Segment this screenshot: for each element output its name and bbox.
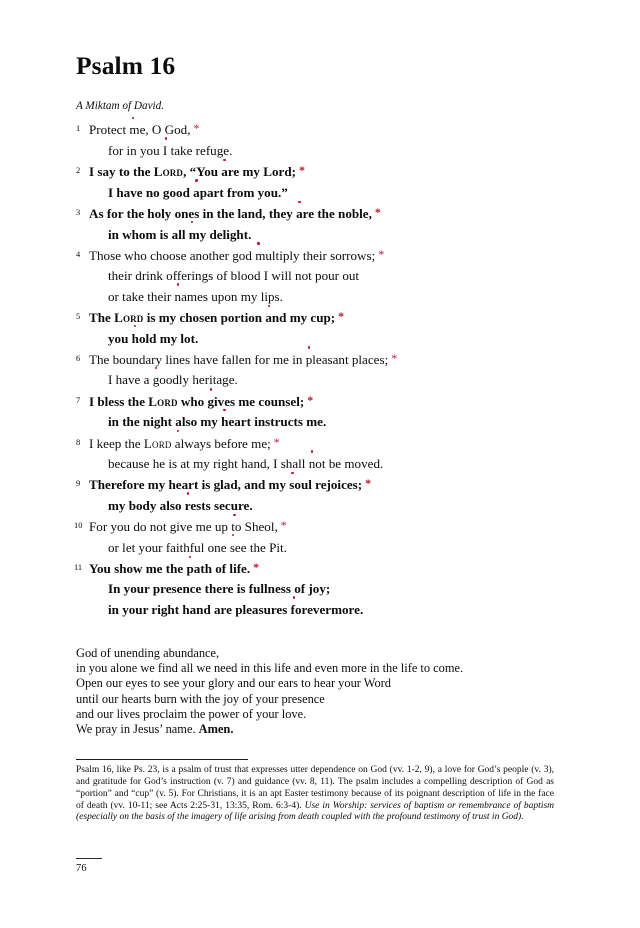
verse-line: 5 The Lord is my chosen portion and my cup; * — [76, 309, 345, 326]
verse-5 — [76, 308, 560, 349]
verse-number: 4 — [76, 249, 81, 259]
pointing-asterisk: * — [378, 246, 385, 261]
pointing-asterisk: * — [374, 205, 381, 220]
folio-rule — [76, 858, 102, 859]
verse-number: 7 — [76, 395, 81, 405]
verse-2 — [76, 162, 560, 203]
verse-line: or let your faithful one see the Pit. — [108, 539, 287, 555]
verse-line: 6 The boundary lines have fallen for me in pleasant places; * — [76, 350, 398, 367]
verse-line: their drink offerings of blood I will not pour out — [108, 268, 360, 284]
verse-line: 8 I keep the Lord always before me; * — [76, 434, 280, 451]
pointing-asterisk: * — [338, 309, 345, 324]
pointing-asterisk: * — [298, 163, 305, 178]
verse-line: 1 Protect me, O God, * — [76, 121, 200, 138]
verse-number: 6 — [76, 353, 81, 363]
pointing-asterisk: * — [253, 560, 260, 575]
verse-9 — [76, 475, 560, 516]
verse-line: because he is at my right hand, I shall not be moved. — [108, 455, 384, 471]
pointing-asterisk: * — [307, 392, 314, 407]
verse-line: I have no good apart from you.” — [108, 184, 288, 200]
verse-4 — [76, 246, 560, 307]
folio-block — [76, 858, 102, 874]
verse-line: you hold my lot. — [108, 330, 199, 346]
footnote-separator-rule — [76, 759, 248, 760]
verse-line: for in you I take refuge. — [108, 142, 233, 158]
prayer-line: Open our eyes to see your glory and our ears to hear your Word — [76, 676, 391, 691]
verse-line: 7 I bless the Lord who gives me counsel; * — [76, 392, 314, 409]
verse-line: 2 I say to the Lord, “You are my Lord; * — [76, 163, 305, 180]
verse-line: 11 You show me the path of life. * — [74, 560, 260, 577]
verse-line: 9 Therefore my heart is glad, and my soul rejoices; * — [76, 476, 372, 493]
verse-line: or take their names upon my lips. — [108, 288, 283, 304]
psalm-verses — [76, 120, 560, 620]
page-content — [76, 52, 560, 824]
verse-10 — [76, 517, 560, 558]
prayer-amen: Amen. — [198, 721, 234, 736]
prayer-line-final — [76, 722, 560, 737]
prayer-line: and our lives proclaim the power of your love. — [76, 706, 307, 721]
pointing-asterisk: * — [273, 434, 280, 449]
footnote-italic-text: Use in Worship: services of baptism or remembrance of baptism (especially on the basis of the imagery of life arising from death coupled with the profound testimony of trust in God). — [76, 800, 554, 823]
pointing-asterisk: * — [391, 350, 398, 365]
footnote-roman-text: Psalm 16, like Ps. 23, is a psalm of trust that expresses utter dependence on God (vv. 1-2, 9), a love for God’s people (v. 3), and gratitude for God’s instruction (v. 7) and guidance (vv. 8, 11). The psalm includes a compelling description of God as “portion” and “cup” (v. 5). For Christians, it is an apt Easter testimony because of its poignant description of life in the face of death (vv. 10-11; see Acts 2:25-31, 13:35, Rom. 6:3-4). — [76, 764, 554, 811]
verse-line: in whom is all my delight. — [108, 226, 252, 242]
verse-number: 11 — [74, 563, 83, 573]
verse-8 — [76, 434, 560, 475]
verse-line: I have a goodly heritage. — [108, 372, 238, 388]
prayer-block — [76, 646, 560, 737]
verse-number: 8 — [76, 437, 81, 447]
verse-number: 9 — [76, 479, 81, 489]
prayer-line: until our hearts burn with the joy of your presence — [76, 691, 325, 706]
verse-line: in your right hand are pleasures forevermore. — [108, 601, 364, 617]
psalm-superscription: A Miktam of David. — [76, 100, 165, 113]
verse-number: 3 — [76, 208, 81, 218]
prayer-closing-text: We pray in Jesus’ name. — [76, 721, 196, 736]
verse-number: 1 — [76, 124, 81, 134]
footnote-block — [76, 759, 560, 825]
verse-number: 10 — [74, 521, 83, 531]
pointing-asterisk: * — [280, 518, 287, 533]
footnote-text — [76, 765, 554, 825]
verse-11 — [76, 559, 560, 620]
pointing-asterisk: * — [193, 121, 200, 136]
verse-3 — [76, 204, 560, 245]
verse-7 — [76, 392, 560, 433]
verse-line: 10 For you do not give me up to Sheol, * — [74, 518, 287, 535]
verse-line: my body also rests secure. — [108, 497, 253, 513]
prayer-line: in you alone we find all we need in this life and even more in the life to come. — [76, 661, 464, 676]
page-title: Psalm 16 — [76, 51, 176, 80]
verse-6 — [76, 350, 560, 391]
verse-1 — [76, 120, 560, 161]
verse-line: In your presence there is fullness of joy; — [108, 581, 331, 597]
pointing-asterisk: * — [365, 476, 372, 491]
page-number: 76 — [76, 863, 87, 874]
verse-line: in the night also my heart instructs me. — [108, 414, 327, 430]
verse-line: 3 As for the holy ones in the land, they are the noble, * — [76, 205, 381, 222]
prayer-line: God of unending abundance, — [76, 646, 220, 661]
verse-number: 2 — [76, 166, 81, 176]
verse-number: 5 — [76, 312, 81, 322]
verse-line: 4 Those who choose another god multiply their sorrows; * — [76, 246, 385, 263]
